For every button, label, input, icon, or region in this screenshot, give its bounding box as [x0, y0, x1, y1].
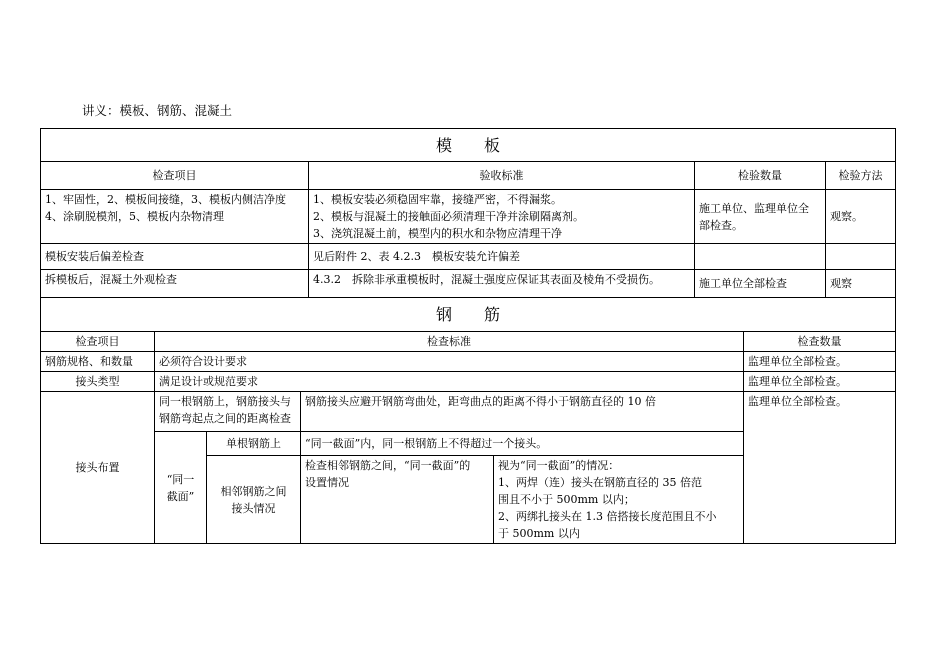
col-header-item: 检查项目 [41, 162, 309, 190]
table-row [41, 372, 896, 392]
page-heading: 讲义：模板、钢筋、混凝土 [82, 103, 233, 118]
adjacent-check [301, 456, 494, 544]
row-method: 观察。 [826, 190, 896, 244]
same-bar-line: 同一根钢筋上，钢筋接头与 [159, 395, 291, 408]
adjacent-standard-line: 2、两绑扎接头在 1.3 倍搭接长度范围且不小 [498, 510, 717, 523]
adjacent-line: 相邻钢筋之间 [220, 484, 287, 498]
table-row [41, 244, 896, 270]
row-quantity [695, 190, 826, 244]
table-row [41, 352, 896, 372]
formwork-table [40, 128, 896, 298]
row-item [41, 190, 309, 244]
col-header-standard: 验收标准 [309, 162, 695, 190]
row-standard: 满足设计或规范要求 [155, 372, 744, 392]
table-row [41, 392, 896, 432]
row-standard: 4.3.2 拆除非承重模板时，混凝土强度应保证其表面及棱角不受损伤。 [309, 270, 695, 298]
row-quantity: 监理单位全部检查。 [744, 372, 896, 392]
single-bar-standard: “同一截面”内，同一根钢筋上不得超过一个接头。 [301, 432, 744, 456]
same-bar-line: 钢筋弯起点之间的距离检查 [159, 412, 291, 425]
adjacent-line: 接头情况 [231, 501, 276, 515]
section-line: 截面” [166, 489, 195, 503]
row-standard: 必须符合设计要求 [155, 352, 744, 372]
adjacent-standard-line: 1、两焊（连）接头在钢筋直径的 35 倍范 [498, 476, 702, 489]
table-row [41, 270, 896, 298]
adjacent-standard-line: 围且不小于 500mm 以内； [498, 493, 635, 506]
quantity-line: 施工单位、监理单位全 [699, 201, 809, 215]
quantity-line: 部检查。 [699, 218, 743, 232]
single-bar-label: 单根钢筋上 [207, 432, 301, 456]
standard-line: 3、浇筑混凝土前，模型内的积水和杂物应清理干净 [313, 227, 562, 240]
row-method [826, 244, 896, 270]
joint-layout-item: 接头布置 [41, 392, 155, 544]
row-standard: 见后附件 2、表 4.2.3 模板安装允许偏差 [309, 244, 695, 270]
joint-layout-quantity: 监理单位全部检查。 [744, 392, 896, 544]
row-item: 模板安装后偏差检查 [41, 244, 309, 270]
col-header-item: 检查项目 [41, 332, 155, 352]
item-line: 1、牢固性，2、模板间接缝，3、模板内侧洁净度 [45, 193, 286, 206]
same-bar-standard: 钢筋接头应避开钢筋弯曲处，距弯曲点的距离不得小于钢筋直径的 10 倍 [301, 392, 744, 432]
row-quantity: 施工单位全部检查 [695, 270, 826, 298]
col-header-quantity: 检验数量 [695, 162, 826, 190]
row-method: 观察 [826, 270, 896, 298]
section-line: “同一 [166, 472, 195, 486]
adjacent-standard-line: 于 500mm 以内 [498, 527, 580, 540]
adjacent-standard-line: 视为“同一截面”的情况： [498, 459, 620, 472]
row-item: 拆模板后，混凝土外观检查 [41, 270, 309, 298]
adjacent-standard [494, 456, 744, 544]
same-bar-item [155, 392, 301, 432]
standard-line: 2、模板与混凝土的接触面必须清理干净并涂刷隔离剂。 [313, 210, 584, 223]
col-header-quantity: 检查数量 [744, 332, 896, 352]
rebar-title: 钢 筋 [41, 298, 896, 332]
row-quantity [695, 244, 826, 270]
col-header-method: 检验方法 [826, 162, 896, 190]
table-row [41, 190, 896, 244]
item-line: 4、涂刷脱模剂，5、模板内杂物清理 [45, 210, 224, 223]
row-standard [309, 190, 695, 244]
row-item: 接头类型 [41, 372, 155, 392]
standard-line: 1、模板安装必须稳固牢靠，接缝严密，不得漏浆。 [313, 193, 562, 206]
row-quantity: 监理单位全部检查。 [744, 352, 896, 372]
row-item: 钢筋规格、和数量 [41, 352, 155, 372]
formwork-title: 模 板 [41, 129, 896, 162]
adjacent-bar-label [207, 456, 301, 544]
same-section-label [155, 432, 207, 544]
col-header-standard: 检查标准 [155, 332, 744, 352]
adjacent-check-line: 检查相邻钢筋之间，“同一截面”的 [305, 459, 471, 472]
rebar-table [40, 297, 896, 544]
adjacent-check-line: 设置情况 [305, 476, 349, 489]
